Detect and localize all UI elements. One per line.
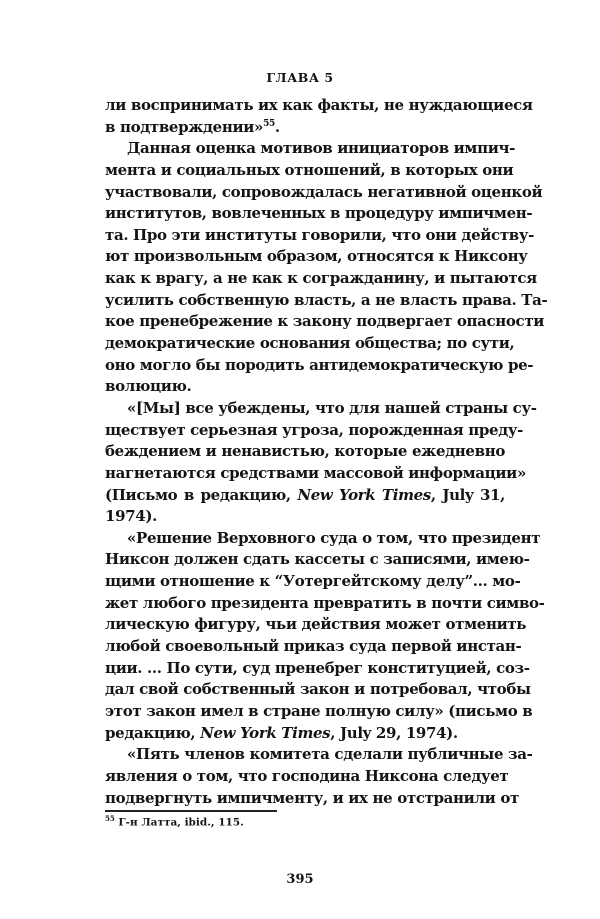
- text-line: [105, 701, 533, 723]
- body-text: [105, 95, 548, 809]
- text-segment: любой своевольный приказ суда первой инстан-: [105, 637, 522, 656]
- text-line: [105, 549, 530, 571]
- footnote-number: 55: [105, 814, 115, 823]
- italic-text: New York Times: [200, 723, 331, 742]
- text-line: [105, 528, 541, 550]
- text-line: [105, 788, 519, 810]
- text-line: [105, 571, 521, 593]
- text-line: [105, 376, 505, 398]
- text-line: [105, 398, 537, 420]
- text-segment: мента и социальных отношений, в которых они: [105, 160, 514, 179]
- text-line: [105, 614, 527, 636]
- text-line: [105, 355, 534, 377]
- page-number: 395: [286, 872, 314, 887]
- footnote-ref: 55: [263, 118, 275, 129]
- text-segment: в подтверждении»: [105, 117, 264, 136]
- text-line: [105, 658, 530, 680]
- text-line: [105, 441, 505, 463]
- text-segment: «Пять членов комитета сделали публичные за-: [127, 745, 533, 764]
- text-segment: «Решение Верховного суда о том, что президент: [127, 528, 541, 547]
- text-segment: подвергнуть импичменту, и их не отстранили от: [105, 788, 519, 807]
- text-line: [105, 506, 505, 528]
- text-segment: усилить собственную власть, а не власть права. Та-: [105, 290, 548, 309]
- text-line: [105, 485, 505, 507]
- text-segment: (Письмо в редакцию,: [105, 485, 298, 504]
- text-line: [105, 636, 522, 658]
- text-segment: институтов, вовлеченных в процедуру импичмен-: [105, 204, 533, 223]
- text-line: [105, 95, 533, 117]
- text-segment: та. Про эти институты говорили, что они действу-: [105, 225, 534, 244]
- footnote-text: Г-н Латта, ibid., 115.: [114, 816, 244, 829]
- text-segment: лическую фигуру, чьи действия может отменить: [105, 615, 527, 634]
- text-segment: кое пренебрежение к закону подвергает опасности: [105, 312, 545, 331]
- text-line: [105, 593, 545, 615]
- text-segment: 1974).: [105, 507, 157, 526]
- text-line: [105, 463, 526, 485]
- text-segment: ли воспринимать их как факты, не нуждающиеся: [105, 96, 533, 114]
- footnote: [105, 814, 244, 829]
- running-header: ГЛАВА 5: [266, 70, 334, 85]
- text-segment: волюцию.: [105, 377, 192, 396]
- text-segment: ществует серьезная угроза, порожденная преду-: [105, 420, 524, 439]
- text-segment: демократические основания общества; по сути,: [105, 334, 515, 353]
- text-line: [105, 290, 548, 312]
- text-line: [105, 679, 531, 701]
- text-segment: , July 31,: [430, 485, 506, 504]
- text-segment: жет любого президента превратить в почти симво-: [105, 593, 545, 612]
- text-segment: явления о том, что господина Никсона следует: [105, 766, 509, 785]
- footnote-divider: [105, 810, 277, 812]
- text-line: [105, 246, 528, 268]
- text-segment: «[Мы] все убеждены, что для нашей страны су-: [127, 398, 537, 417]
- text-line: [105, 268, 537, 290]
- text-segment: щими отношение к “Уотергейтскому делу”... мо-: [105, 572, 521, 591]
- text-segment: нагнетаются средствами массовой информации»: [105, 463, 526, 482]
- italic-text: New York Times: [297, 485, 431, 504]
- text-segment: как к врагу, а не как к согражданину, и пытаются: [105, 269, 537, 288]
- text-line: [105, 311, 545, 333]
- text-line: [105, 766, 509, 788]
- text-line: [105, 203, 533, 225]
- text-line: [105, 138, 516, 160]
- text-line: [105, 182, 543, 204]
- text-segment: оно могло бы породить антидемократическую ре-: [105, 355, 534, 374]
- text-segment: участвовали, сопровождалась негативной оценкой: [105, 182, 543, 201]
- text-segment: дал свой собственный закон и потребовал, чтобы: [105, 680, 531, 699]
- text-segment: редакцию,: [105, 723, 201, 742]
- text-line: [105, 420, 524, 442]
- text-line: [105, 160, 514, 182]
- text-line: [105, 225, 534, 247]
- text-segment: ют произвольным образом, относятся к Никсону: [105, 247, 528, 266]
- text-segment: этот закон имел в стране полную силу» (письмо в: [105, 701, 533, 720]
- text-line: [105, 333, 515, 355]
- text-segment: Данная оценка мотивов инициаторов импич-: [127, 139, 516, 158]
- text-segment: Никсон должен сдать кассеты с записями, имею-: [105, 550, 530, 569]
- text-segment: , July 29, 1974).: [330, 723, 458, 742]
- text-segment: .: [274, 117, 280, 136]
- text-line: [105, 117, 505, 139]
- text-segment: беждением и ненавистью, которые ежедневно: [105, 442, 505, 461]
- text-segment: ции. ... По сути, суд пренебрег конституцией, соз-: [105, 658, 530, 677]
- text-line: [105, 744, 533, 766]
- text-line: [105, 723, 505, 745]
